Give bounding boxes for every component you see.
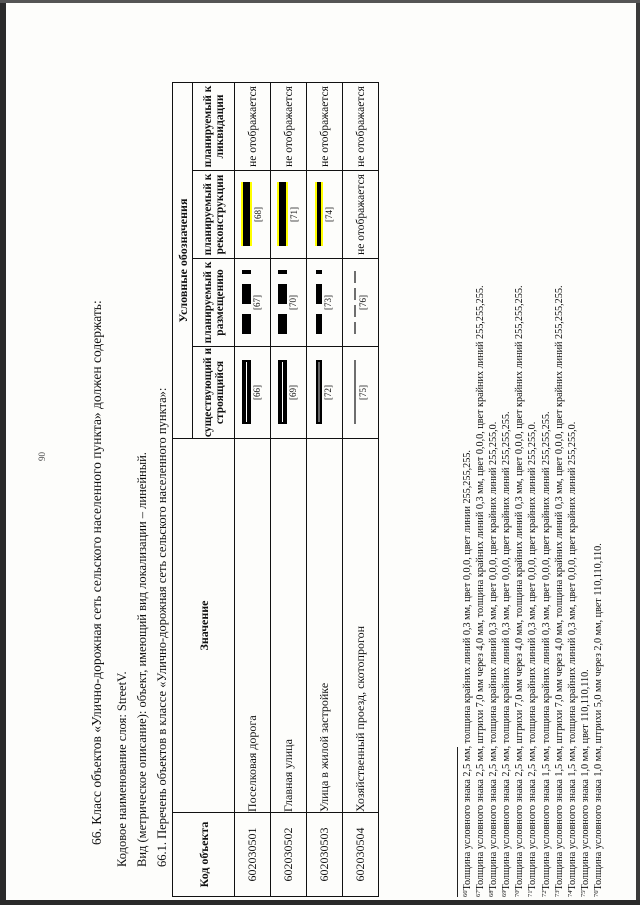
footnote-ref: [68] — [253, 207, 263, 222]
existing-driveway-symbol — [353, 361, 357, 425]
object-name: Главная улица — [271, 439, 307, 813]
footnotes — [460, 285, 604, 897]
footnote-ref: [76] — [357, 295, 368, 310]
header-existing: существующий и строящийся — [193, 347, 235, 439]
liquidate-value: не отображается — [235, 83, 271, 171]
planned-road-symbol — [242, 271, 251, 335]
footnote-ref: [74] — [323, 207, 334, 222]
footnote-ref: [72] — [322, 385, 333, 400]
section-heading: 66. Класс объектов «Улично-дорожная сеть сельского населенного пункта» должен содержать: — [89, 300, 104, 845]
header-planned-liquidate: планируемый к ликвидации — [193, 83, 235, 171]
footnote: $^{72}$Толщина условного знака 1,5 мм, толщина крайних линий 0,3 мм, цвет 0,0,0, цвет крайних линий 255,255,255. — [540, 411, 552, 897]
header-planned-place: планируемый к размещению — [193, 259, 235, 347]
footnote: $^{69}$Толщина условного знака 2,5 мм, толщина крайних линий 0,3 мм, цвет 0,0,0, цвет крайних линий 255,255,255. — [501, 411, 513, 897]
object-code: 602030504 — [343, 813, 379, 897]
object-name: Улица в жилой застройке — [307, 439, 343, 813]
layer-code-line: Кодовое наименование слоя: StreetV. — [115, 671, 129, 867]
existing-road-symbol — [242, 361, 251, 425]
footnote-ref: [70] — [288, 295, 298, 310]
planned-driveway-symbol — [353, 271, 357, 335]
footnote-ref: [73] — [322, 295, 333, 310]
reconstruct-road-symbol — [241, 183, 252, 247]
footnote: $^{76}$Толщина условного знака 1,0 мм, штрихи 5,0 мм через 2,0 мм, цвет 110,110,110. — [592, 543, 604, 897]
header-name: Значение — [173, 439, 235, 813]
footnote-separator — [457, 747, 458, 897]
footnote: $^{68}$Толщина условного знака 2,5 мм, толщина крайних линий 0,3 мм, цвет 0,0,0, цвет крайних линий 255,255,0. — [488, 421, 500, 897]
list-title: 66.1. Перечень объектов в классе «Улично-дорожная сеть сельского населенного пункта»: — [155, 387, 169, 867]
footnote: $^{71}$Толщина условного знака 2,5 мм, толщина крайних линий 0,3 мм, цвет 0,0,0, цвет крайних линий 255,255,0. — [527, 421, 539, 897]
footnote: $^{73}$Толщина условного знака 1,5 мм, штрихи 7,0 мм через 4,0 мм, толщина крайних линий 0,3 мм, цвет 0,0,0, цвет крайних линий 255,255,255. — [553, 285, 565, 897]
footnote: $^{75}$Толщина условного знака 1,0 мм, цвет 110,110,110. — [579, 669, 591, 897]
object-code: 602030502 — [271, 813, 307, 897]
footnote: $^{70}$Толщина условного знака 2,5 мм, штрихи 7,0 мм через 4,0 мм, толщина крайних линий 0,3 мм, цвет 0,0,0, цвет крайних линий 255,255,255. — [514, 285, 526, 897]
footnote-ref: [66] — [252, 385, 262, 400]
liquidate-value: не отображается — [343, 83, 379, 171]
reconstruct-residential-street-symbol — [315, 183, 323, 247]
planned-residential-street-symbol — [316, 271, 322, 335]
object-name: Хозяйственный проезд, скотопрогон — [343, 439, 379, 813]
object-name: Поселковая дорога — [235, 439, 271, 813]
reconstruct-value: не отображается — [343, 171, 379, 259]
liquidate-value: не отображается — [271, 83, 307, 171]
planned-street-symbol — [278, 271, 287, 335]
header-symbols: Условные обозначения — [173, 83, 193, 439]
footnote: $^{66}$Толщина условного знака 2,5 мм, толщина крайних линий 0,3 мм, цвет 0,0,0, цвет линии 255,255,255. — [462, 450, 473, 897]
object-code: 602030503 — [307, 813, 343, 897]
header-planned-reconstruct: планируемый к реконструкции — [193, 171, 235, 259]
footnote: $^{67}$Толщина условного знака 2,5 мм, штрихи 7,0 мм через 4,0 мм, толщина крайних линий 0,3 мм, цвет 0,0,0, цвет крайних линий 255,255,255. — [475, 285, 487, 897]
reconstruct-street-symbol — [277, 183, 288, 247]
footnote-ref: [75] — [357, 385, 368, 400]
header-code: Код объекта — [173, 813, 235, 897]
footnote-ref: [69] — [288, 385, 298, 400]
existing-residential-street-symbol — [316, 361, 322, 425]
footnote: $^{74}$Толщина условного знака 1,5 мм, толщина крайних линий 0,3 мм, цвет 0,0,0, цвет крайних линий 255,255,0. — [566, 421, 578, 897]
table-row — [271, 83, 307, 897]
existing-street-symbol — [278, 361, 287, 425]
geometry-line: Вид (метрическое описание): объект, имеющий вид локализации – линейный. — [135, 452, 149, 867]
liquidate-value: не отображается — [307, 83, 343, 171]
table-row — [235, 83, 271, 897]
object-code: 602030501 — [235, 813, 271, 897]
footnote-ref: [71] — [289, 207, 299, 222]
table-row — [343, 83, 379, 897]
table-row — [307, 83, 343, 897]
footnote-ref: [67] — [252, 295, 262, 310]
page-number: 90 — [37, 452, 47, 461]
objects-table — [172, 82, 379, 897]
